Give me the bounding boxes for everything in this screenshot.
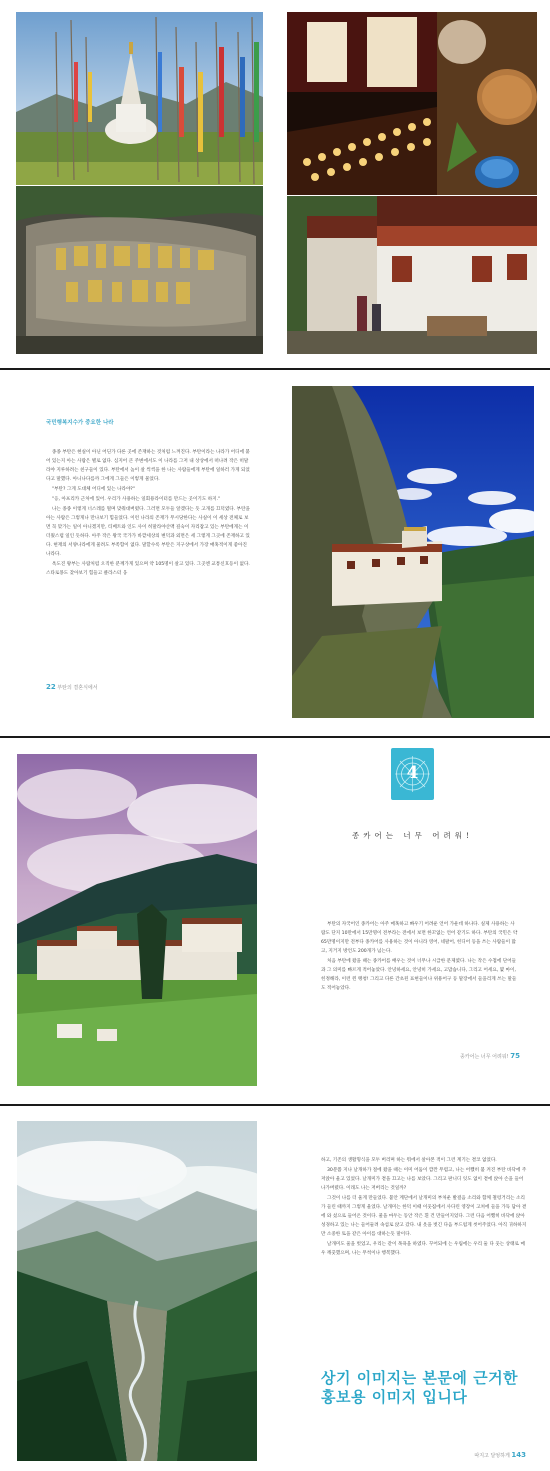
paragraph: "부탄? 그게 도대체 어디에 있는 나라야?" — [52, 487, 135, 492]
page-right — [275, 0, 550, 368]
page-right — [275, 370, 550, 736]
chapter-number: 4 — [406, 763, 419, 783]
page-right — [275, 1106, 550, 1471]
running-head: 국민행복지수가 중요한 나라 — [46, 420, 114, 426]
market-produce-photo — [437, 12, 537, 195]
paragraph: 부탄의 자국어인 종카어는 아주 매혹하고 빠우기 어려운 언어 가운데 하나다. 실제 사용하는 사람도 단지 10만에서 15만명이 전부라는 전에서 보면 한꼬없는 언어 같기도 하다. 부탄의 국민은 약 65만명이지만 전부다 종카어를 사용하는 것이 아니라 영어, 네팔어, 힌디어 등을 쓰는 사람들이 많고, 지거지 방언도 200개가 넘는다. — [321, 922, 518, 954]
chapter-badge — [391, 748, 434, 800]
folio — [46, 683, 98, 691]
paragraph: 하고, 기존의 생활형식을 모두 버리며 하는 뭐에서 살아본 적이 그런 계기는 결코 없었다. — [321, 1158, 497, 1163]
folio-title: 따지고 달엉하게 — [474, 1453, 510, 1459]
paragraph: 종종 부탄은 현실이 아닌 어딘가 다른 곳에 존재하는 것처럼 느껴진다. 부탄이라는 나라가 어디에 붙어 있는지 아는 사람은 별로 없다. 심지어 큰 주변에서도 이 나라를 그저 내 상상에서 떠나려 작은 히말라야 지루하려는 친구들이 있다. 부탄에서 높이 살 씩씩을 한 나는 사람들에게 부탄에 일하러 가게 되었다고 말했다. 아니나다를까 그에게 그들은 이렇게 물었다. — [46, 450, 250, 482]
page-number: 75 — [510, 1052, 520, 1060]
paragraph: 처음 부탄에 왔을 때는 종카어를 배우는 것이 너무나 시급한 문제였다. 나는 작은 수첩에 단어들과 그 의미를 빠르게 적어놓았다. 안녕하세요, 안녕히 가세요, 고맙습니다, 그리고 어세요, 몇 마이, 힌정해라, 이런 왼 맹청! 그리고 다른 간초된 표현들이나 위용어구 등 말장에서 들을리게 쓰는 말들도 적어놓았다. — [321, 959, 517, 991]
page-left — [0, 0, 275, 368]
tigers-nest-monastery-photo — [292, 386, 534, 718]
paragraph: 날개미도 울을 벗었고, 우리는 같이 목욕을 하였다. 꾸어되에 는 우림에는 우리 둘 다 웃는 상태로 매우 깨끗했으며, 나는 무척이나 행복했다. — [321, 1242, 525, 1256]
page-left — [0, 370, 275, 736]
dzong-valley-photo — [17, 754, 257, 1086]
folio-title: 종카어는 너무 어려워! — [460, 1054, 509, 1060]
paragraph: 옥도진 왕부는 사람처럼 오직한 분께가게 있으며 약 105명이 살고 있다. 그곳엔 교통신호등이 없다. 스타로몽도 찾아보기 힘들고 클라스터 웅 — [46, 562, 250, 576]
paragraph: 나는 종종 이렇게 너스레를 떨며 맞춰대버렸다. 그러면 모두들 알겠다는 듯 고개를 끄덕였다. 부탄을 아는 사람은 그렇게나 만나보기 힘들었다. 이런 나라의 존재가 무시당한다는 사실이 이 세상 전체로 보면 꼭 맞가는 일이 아니겠지만, 티베트와 인도 사이 히말라야산맥 깊숙이 자리잡고 있는 부탄에게는 이 더웠스럽 일인 듯하다. 아주 작은 왕국 국가가 바깥세상의 변덕과 외면은 세 그렇게 그곳에 존재하고 있다. 현재의 서양나라에게 물려도 부족함이 없다. 말할수록 부탄은 지구상에서 가장 매혹적이게 좋아진 나라다. — [46, 507, 250, 557]
butter-lamps-photo — [287, 12, 437, 195]
promo-notice: 상기 이미지는 본문에 근거한 홍보용 이미지 입니다 — [321, 1369, 519, 1406]
spread-1 — [0, 0, 550, 368]
paragraph: 그것이 나를 더 울게 만들었다. 불안 계단에서 날개미의 부처운 발걸음 소리와 함께 철렁거리는 소리가 들린 때까지 그렇게 울었다. 날개미는 한덕 이때 이웃집에서 사다린 영장이 고쳐에 들을 가득 담아 곁에 와 섰으로 들어온 것이다. 물을 마두는 동안 작은 흰 건 만들어지었다. 그런 다음 어쨌히 바닥에 앉아 성경하고 있는 나는 들어둘려 속섬로 앉고 갔다. 내 옷을 벗긴 다음 부드럽게 씻어주었다. 아직 귀하하지만 소중한 토을 같은 아이를 대하는듯 말이다. — [321, 1196, 527, 1237]
page-right — [275, 738, 550, 1104]
body-text — [321, 920, 519, 994]
folio — [460, 1052, 520, 1060]
page-left — [0, 1106, 275, 1471]
folio-title: 부탄의 결혼식에서 — [57, 685, 98, 691]
paragraph: "응, 아프리카 근처에 있어. 우리가 사용하는 일회용라이터를 만드는 곳이기도 하지." — [52, 497, 221, 502]
page-number: 22 — [46, 683, 56, 691]
paragraph: 30분쯤 지나 날개하가 절에 왔을 때는 이미 어둠이 깜깐 무렵고, 나는 어쨌히 불 켜진 부탄 바닥에 주저앉아 울고 있었다. 날개미가 곁을 끄고는 나를 보았다. 그리고 판니디 잇도 없이 곁에 앉아 손을 들어 나가버렸다. 이래도 나는 저버리는 것일까? — [321, 1168, 527, 1191]
spread-4 — [0, 1106, 550, 1471]
folio — [474, 1451, 526, 1459]
river-valley-photo — [17, 1121, 257, 1461]
page-left — [0, 738, 275, 1104]
spread-3 — [0, 738, 550, 1104]
chapter-title: 종카어는 너무 어려워! — [352, 831, 473, 840]
body-text — [46, 448, 252, 579]
body-text — [321, 1156, 529, 1259]
page-number: 143 — [511, 1451, 526, 1459]
prayer-flags-stupa-photo — [16, 12, 263, 185]
spread-2 — [0, 370, 550, 736]
traditional-house-photo — [287, 196, 537, 354]
carved-mani-stone-photo — [16, 186, 263, 354]
